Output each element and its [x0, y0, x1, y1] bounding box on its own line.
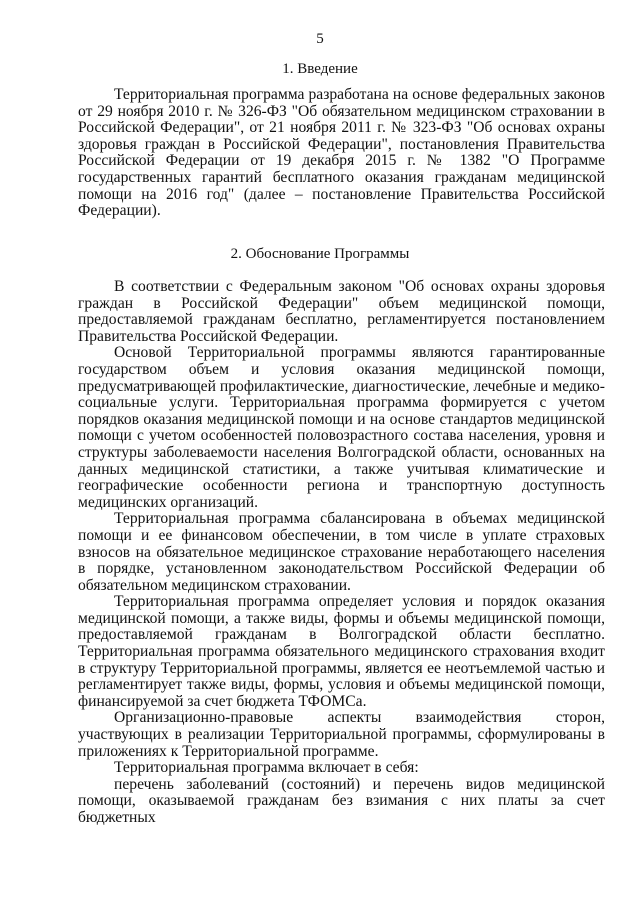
section-2-paragraph: Территориальная программа включает в себя: — [114, 759, 419, 777]
section-1-body — [78, 87, 605, 220]
section-2-paragraph: перечень заболеваний (состояний) и перечень видов медицинской помощи, оказываемой гражданам без взимания с них платы за счет бюджетных — [78, 775, 605, 826]
section-2-paragraph: Организационно-правовые аспекты взаимодействия сторон, участвующих в реализации Территориальной программы, сформулированы в приложениях к Территориальной программе. — [78, 709, 605, 760]
section-2-paragraph: Основой Территориальной программы являются гарантированные государством объем и условия оказания медицинской помощи, предусматривающей профилактические, диагностические, лечебные и медико-социальные услуги. Территориальная программа формируется с учетом порядков оказания медицинской помощи и на основе стандартов медицинской помощи с учетом особенностей половозрастного состава населения, уровня и структуры заболеваемости населения Волгоградской области, основанных на данных медицинской статистики, а также учитывая климатические и географические особенности региона и транспортную доступность медицинских организаций. — [78, 344, 605, 511]
section-2-paragraph: В соответствии с Федеральным законом "Об основах охраны здоровья граждан в Российской Федерации" объем медицинской помощи, предоставляемой гражданам бесплатно, регламентируется постановлением Правительства Российской Федерации. — [78, 278, 605, 345]
section-2-heading: 2. Обоснование Программы — [230, 246, 410, 262]
section-2-paragraph: Территориальная программа сбалансирована в объемах медицинской помощи и ее финансовом обеспечении, в том числе в уплате страховых взносов на обязательное медицинское страхование неработающего населения в порядке, установленном законодательством Российской Федерации об обязательном медицинском страховании. — [78, 510, 605, 594]
page-number: 5 — [316, 31, 324, 47]
section-1-paragraph: Территориальная программа разработана на основе федеральных законов от 29 ноября 2010 г. № 326-ФЗ "Об обязательном медицинском страховании в Российской Федерации", от 21 ноября 2011 г. № 323-ФЗ "Об основах охраны здоровья граждан в Российской Федерации", постановления Правительства Российской Федерации от 19 декабря 2015 г. № 1382 "О Программе государственных гарантий бесплатного оказания гражданам медицинской помощи на 2016 год" (далее – постановление Правительства Российской Федерации). — [78, 86, 605, 220]
section-1-heading: 1. Введение — [282, 61, 358, 77]
section-2-body — [78, 279, 605, 827]
section-2-paragraph: Территориальная программа определяет условия и порядок оказания медицинской помощи, а также виды, формы и объемы медицинской помощи, предоставляемой гражданам в Волгоградской области бесплатно. Территориальная программа обязательного медицинского страхования входит в структуру Территориальной программы, является ее неотъемлемой частью и регламентирует также виды, формы, условия и объемы медицинской помощи, финансируемой за счет бюджета ТФОМСа. — [78, 593, 605, 710]
